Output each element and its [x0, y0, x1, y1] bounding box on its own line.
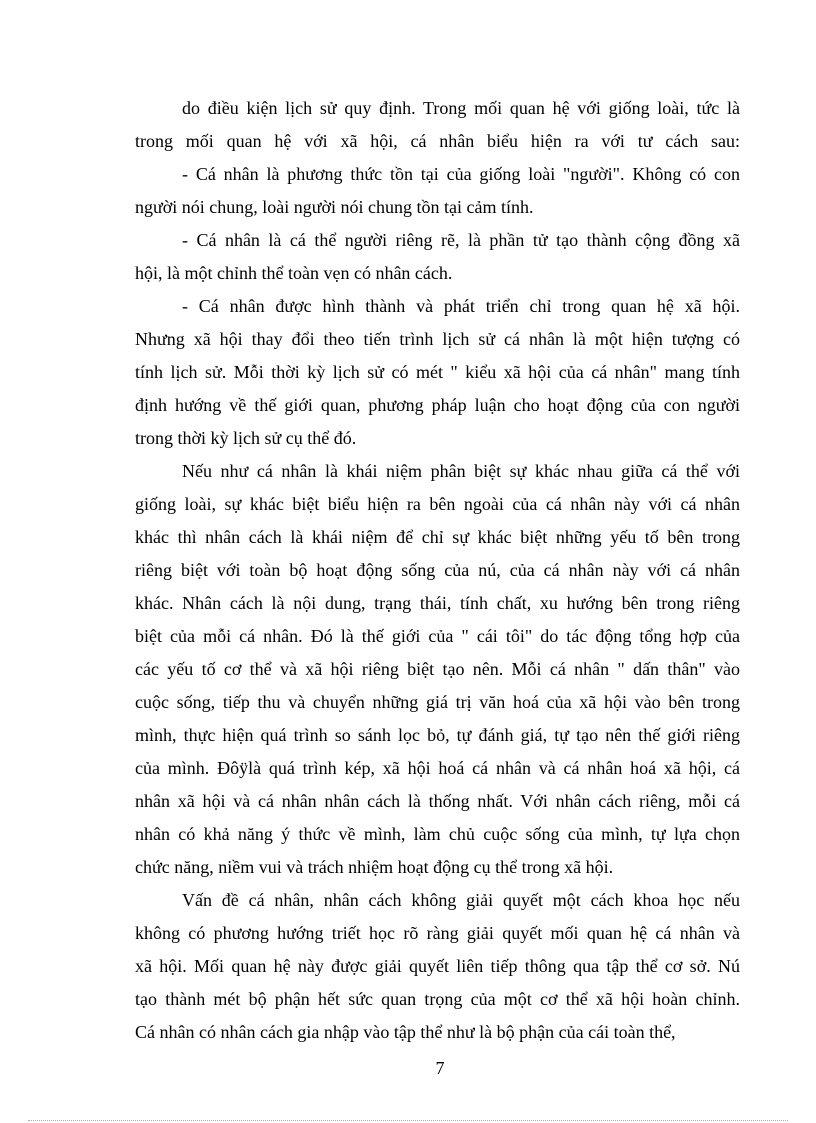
- text-line: Nếu như cá nhân là khái niệm phân biệt sự khác nhau giữa cá thể với: [182, 461, 740, 481]
- text-line: không có phương hướng triết học rõ ràng giải quyết mối quan hệ cá nhân và: [135, 923, 740, 943]
- text-line: Vấn đề cá nhân, nhân cách không giải quyết một cách khoa học nếu: [182, 890, 740, 910]
- text-line: cuộc sống, tiếp thu và chuyển những giá trị văn hoá của xã hội vào bên trong: [135, 692, 740, 712]
- text-line: khác thì nhân cách là khái niệm để chỉ sự khác biệt những yếu tố bên trong: [135, 527, 740, 547]
- text-line: xã hội. Mối quan hệ này được giải quyết liên tiếp thông qua tập thể cơ sở. Nú: [135, 956, 740, 976]
- text-line: - Cá nhân là cá thể người riêng rẽ, là phần tử tạo thành cộng đồng xã: [182, 230, 740, 250]
- text-line: riêng biệt với toàn bộ hoạt động sống của nú, của cá nhân này với cá nhân: [135, 560, 740, 580]
- text-line: giống loài, sự khác biệt biểu hiện ra bên ngoài của cá nhân này với cá nhân: [135, 494, 740, 514]
- page-bottom-divider: [28, 1120, 788, 1121]
- text-line: biệt của mỗi cá nhân. Đó là thế giới của " cái tôi" do tác động tổng hợp của: [135, 626, 740, 646]
- text-line: trong thời kỳ lịch sử cụ thể đó.: [135, 428, 357, 448]
- text-line: mình, thực hiện quá trình so sánh lọc bỏ, tự đánh giá, tự tạo nên thế giới riêng: [135, 725, 740, 745]
- text-line: người nói chung, loài người nói chung tồn tại cảm tính.: [135, 197, 534, 217]
- text-line: các yếu tố cơ thể và xã hội riêng biệt tạo nên. Mỗi cá nhân " dấn thân" vào: [135, 659, 740, 679]
- text-line: Cá nhân có nhân cách gia nhập vào tập thể như là bộ phận của cái toàn thể,: [135, 1022, 676, 1042]
- text-line: tạo thành mét bộ phận hết sức quan trọng của một cơ thể xã hội hoàn chỉnh.: [135, 989, 740, 1009]
- text-line: - Cá nhân là phương thức tồn tại của giống loài "người". Không có con: [182, 164, 740, 184]
- text-line: Nhưng xã hội thay đổi theo tiến trình lịch sử cá nhân là một hiện tượng có: [135, 329, 740, 349]
- text-line: nhân xã hội và cá nhân nhân cách là thống nhất. Với nhân cách riêng, mỗi cá: [135, 791, 740, 811]
- text-line: của mình. Đôÿlà quá trình kép, xã hội hoá cá nhân và cá nhân hoá xã hội, cá: [135, 758, 740, 778]
- page-number: 7: [435, 1058, 445, 1078]
- text-line: - Cá nhân được hình thành và phát triển chỉ trong quan hệ xã hội.: [182, 296, 740, 316]
- text-line: do điều kiện lịch sử quy định. Trong mối quan hệ với giống loài, tức là: [182, 98, 740, 118]
- text-line: hội, là một chỉnh thể toàn vẹn có nhân cách.: [135, 263, 453, 283]
- text-line: nhân có khả năng ý thức về mình, làm chủ cuộc sống của mình, tự lựa chọn: [135, 824, 740, 844]
- text-line: khác. Nhân cách là nội dung, trạng thái, tính chất, xu hướng bên trong riêng: [135, 593, 740, 613]
- text-line: định hướng về thế giới quan, phương pháp luận cho hoạt động của con người: [135, 395, 740, 415]
- text-line: chức năng, niềm vui và trách nhiệm hoạt động cụ thể trong xã hội.: [135, 857, 614, 877]
- text-line: trong mối quan hệ với xã hội, cá nhân biểu hiện ra với tư cách sau:: [135, 131, 740, 151]
- text-line: tính lịch sử. Mỗi thời kỳ lịch sử có mét " kiểu xã hội của cá nhân" mang tính: [135, 362, 740, 382]
